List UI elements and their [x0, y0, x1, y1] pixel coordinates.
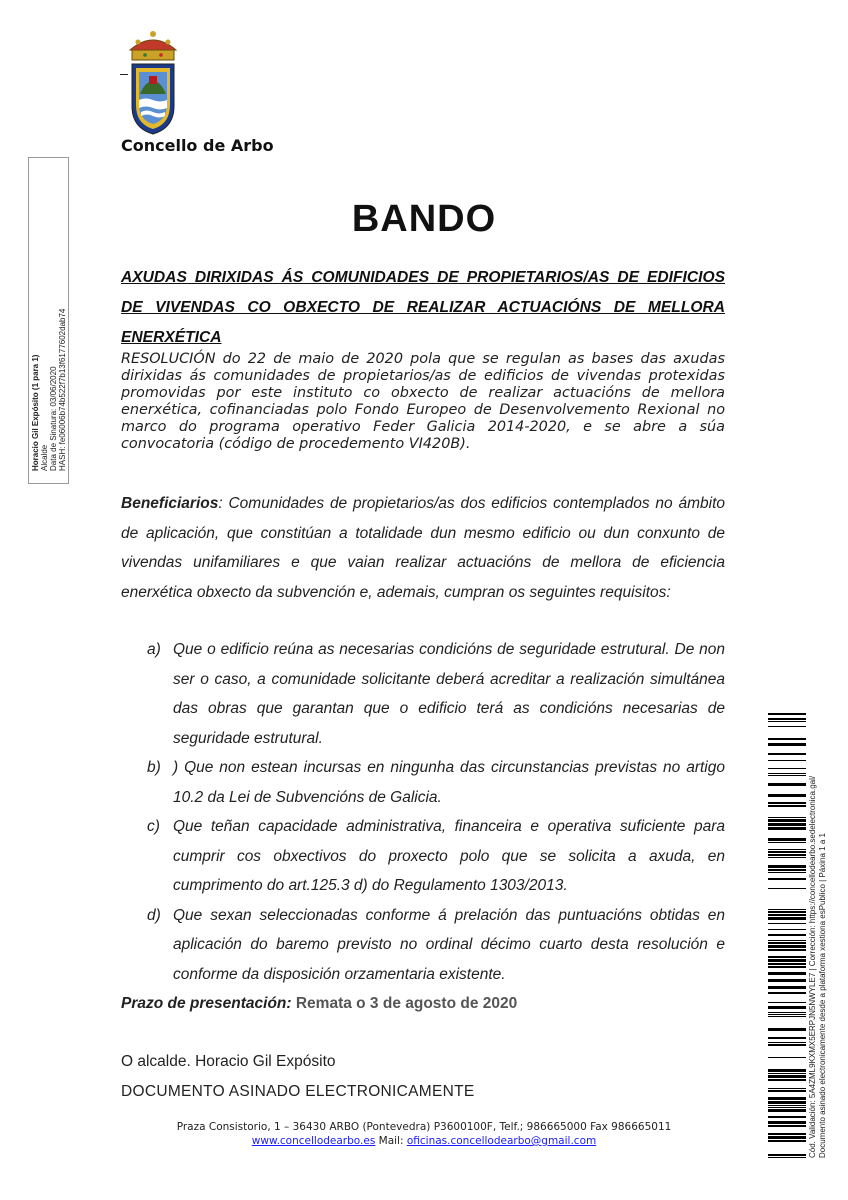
barcode-bar	[768, 986, 806, 989]
barcode-bar	[768, 1016, 806, 1017]
list-item-text: Que o edificio reúna as necesarias condicións de seguridade estrutural. De non ser o caso, a comunidade solicitante deberá acreditar a realización simultánea das obras que garantan que o edificio terá as condicións necesarias de seguridade estrutural.	[173, 641, 725, 747]
barcode-bar	[768, 851, 806, 853]
barcode-bar	[768, 713, 806, 715]
barcode-bar	[768, 865, 806, 868]
list-marker: a)	[147, 641, 161, 658]
signature-date: Data de Sinatura: 03/06/2020	[48, 365, 58, 471]
list-marker: d)	[147, 906, 161, 924]
barcode-bar	[768, 869, 806, 871]
barcode-bar	[768, 753, 806, 755]
list-marker: c)	[147, 818, 160, 835]
document-title: BANDO	[351, 198, 497, 240]
barcode-bar	[768, 857, 806, 858]
barcode-bar	[768, 1136, 806, 1139]
barcode-bar	[768, 888, 806, 889]
barcode-bar	[768, 802, 806, 804]
crest-mark	[120, 74, 128, 75]
barcode-bar	[768, 959, 806, 962]
barcode-bar	[768, 963, 806, 965]
barcode-bar	[768, 923, 806, 924]
barcode-bar	[768, 1097, 806, 1100]
beneficiaries-text: : Comunidades de propietarios/as dos edificios contemplados no ámbito de aplicación, que constitúan a totalidade dun mesmo edificio ou dun conxunto de vivendas unifamiliares e que vaian realizar actuacións de mellora de eficiencia enerxética obxecto da subvención e, ademais, cumpran os seguintes requisitos:	[121, 495, 725, 601]
validation-text	[808, 738, 828, 1158]
barcode-bar	[768, 934, 806, 936]
barcode-bar	[768, 849, 806, 850]
barcode-bar	[768, 966, 806, 968]
barcode-bar	[768, 1006, 806, 1009]
barcode-bar	[768, 914, 806, 916]
barcode-bar	[768, 979, 806, 982]
barcode-bar	[768, 817, 806, 818]
requirements-list	[121, 635, 725, 989]
barcode-bar	[768, 805, 806, 807]
validation-code: Cód. Validación: 5A4ZML9KXMX5ERPJN5NWYLE7 | Corrección: https://concellodearbo.sedelectronica.gal/	[808, 775, 817, 1158]
barcode-bar	[768, 1069, 806, 1072]
mayor-signature-line: O alcalde. Horacio Gil Expósito	[121, 1053, 336, 1070]
barcode-bar	[768, 911, 806, 913]
barcode-bar	[768, 738, 806, 740]
barcode-bar	[768, 773, 806, 774]
list-item	[121, 635, 725, 753]
deadline-label: Prazo de presentación:	[121, 995, 292, 1012]
barcode-bar	[768, 783, 806, 786]
barcode-bar	[768, 1140, 806, 1142]
barcode-bar	[768, 1002, 806, 1003]
barcode-bar	[768, 1090, 806, 1092]
barcode-bar	[768, 872, 806, 873]
list-item	[121, 753, 725, 812]
list-item-text: Que sexan seleccionadas conforme á prelación das puntuacións obtidas en aplicación do baremo previsto no ordinal décimo cuarto desta resolución e conforme da disposición orzamentaria existente.	[173, 906, 725, 983]
barcode-bar	[768, 1073, 806, 1074]
barcode-bar	[768, 1116, 806, 1118]
barcode-bar	[768, 1121, 806, 1124]
barcode-bar	[768, 1125, 806, 1127]
barcode-bar	[768, 819, 806, 822]
barcode-bar	[768, 1105, 806, 1106]
signature-hash: HASH: fe06006b74b522f7b13f6177602dab74	[57, 308, 67, 471]
barcode-bar	[768, 1157, 806, 1158]
electronic-signature-note: DOCUMENTO ASINADO ELECTRONICAMENTE	[121, 1083, 475, 1100]
barcode-bar	[768, 909, 806, 910]
barcode-bar	[768, 775, 806, 776]
mail-label: Mail:	[378, 1135, 404, 1147]
barcode-bar	[768, 945, 806, 948]
barcode-bar	[768, 1075, 806, 1078]
deadline-line	[121, 991, 725, 1017]
barcode-bar	[768, 726, 806, 727]
barcode-bar	[768, 1101, 806, 1104]
barcode-bar	[768, 1044, 806, 1046]
footer-address: Praza Consistorio, 1 – 36430 ARBO (Pontevedra) P3600100F, Telf.; 986665000 Fax 986665011	[176, 1121, 672, 1133]
beneficiaries-paragraph	[121, 489, 725, 607]
barcode-bar	[768, 842, 806, 843]
barcode-bar	[768, 1079, 806, 1081]
barcode-bar	[768, 1057, 806, 1058]
barcode-bar	[768, 1088, 806, 1089]
validation-barcode	[768, 713, 806, 1158]
barcode-bar	[768, 940, 806, 941]
page-footer	[0, 1120, 848, 1148]
barcode-bar	[768, 760, 806, 761]
barcode-bar	[768, 1012, 806, 1013]
subject-heading: AXUDAS DIRIXIDAS ÁS COMUNIDADES DE PROPIETARIOS/AS DE EDIFICIOS DE VIVENDAS CO OBXECTO DE REALIZAR ACTUACIÓNS DE MELLORA ENERXÉTICA	[121, 269, 725, 346]
barcode-bar	[768, 956, 806, 958]
barcode-bar	[768, 992, 806, 994]
barcode-bar	[768, 721, 806, 722]
barcode-bar	[768, 854, 806, 856]
list-marker: b)	[147, 759, 161, 776]
barcode-bar	[768, 878, 806, 880]
barcode-bar	[768, 827, 806, 830]
list-item	[121, 901, 725, 990]
barcode-bar	[768, 1042, 806, 1043]
barcode-bar	[768, 1028, 806, 1031]
deadline-value: Remata o 3 de agosto de 2020	[291, 995, 518, 1012]
signer-name: Horacio Gil Expósito (1 para 1)	[30, 354, 40, 471]
barcode-bar	[768, 917, 806, 920]
list-item	[121, 812, 725, 901]
email-link[interactable]: oficinas.concellodearbo@gmail.com	[406, 1135, 597, 1147]
barcode-bar	[768, 929, 806, 930]
signer-role: Alcalde	[39, 444, 49, 471]
footer-contact	[0, 1134, 848, 1148]
organization-name: Concello de Arbo	[121, 136, 274, 155]
barcode-bar	[768, 768, 806, 769]
barcode-bar	[768, 1109, 806, 1112]
barcode-bar	[768, 942, 806, 944]
barcode-bar	[768, 1133, 806, 1135]
barcode-bar	[768, 1014, 806, 1015]
barcode-bar	[768, 823, 806, 826]
barcode-bar	[768, 838, 806, 841]
website-link[interactable]: www.concellodearbo.es	[251, 1135, 376, 1147]
resolution-paragraph: RESOLUCIÓN do 22 de maio de 2020 pola que se regulan as bases das axudas dirixidas ás comunidades de propietarios/as de edificios de vivendas protexidas promovidas por este instituto co obxecto de realizar actuacións de mellora enerxética, cofinanciadas polo Fondo Europeo de Desenvolvemento Rexional no marco do programa operativo Feder Galicia 2014-2020, e se abre a súa convocatoria (código de procedemento VI420B).	[121, 351, 725, 452]
barcode-bar	[768, 1037, 806, 1039]
barcode-bar	[768, 949, 806, 951]
barcode-bar	[768, 794, 806, 797]
barcode-bar	[768, 972, 806, 975]
municipal-coat-of-arms-icon	[120, 28, 186, 138]
barcode-bar	[768, 1107, 806, 1108]
validation-platform: Documento asinado electronicamente desde a plataforma xestiona esPublico | Páxina 1 a 1	[818, 833, 827, 1158]
list-item-text: ) Que non estean incursas en ningunha das circunstancias previstas no artigo 10.2 da Lei de Subvencións de Galicia.	[173, 759, 725, 806]
barcode-bar	[768, 1154, 806, 1156]
barcode-bar	[768, 718, 806, 720]
beneficiaries-label: Beneficiarios	[121, 495, 219, 512]
barcode-bar	[768, 743, 806, 746]
list-item-text: Que teñan capacidade administrativa, financeira e operativa suficiente para cumprir cos obxectivos do proxecto polo que se solicita a axuda, en cumprimento do art.125.3 d) do Regulamento 1303/2013.	[173, 818, 725, 894]
